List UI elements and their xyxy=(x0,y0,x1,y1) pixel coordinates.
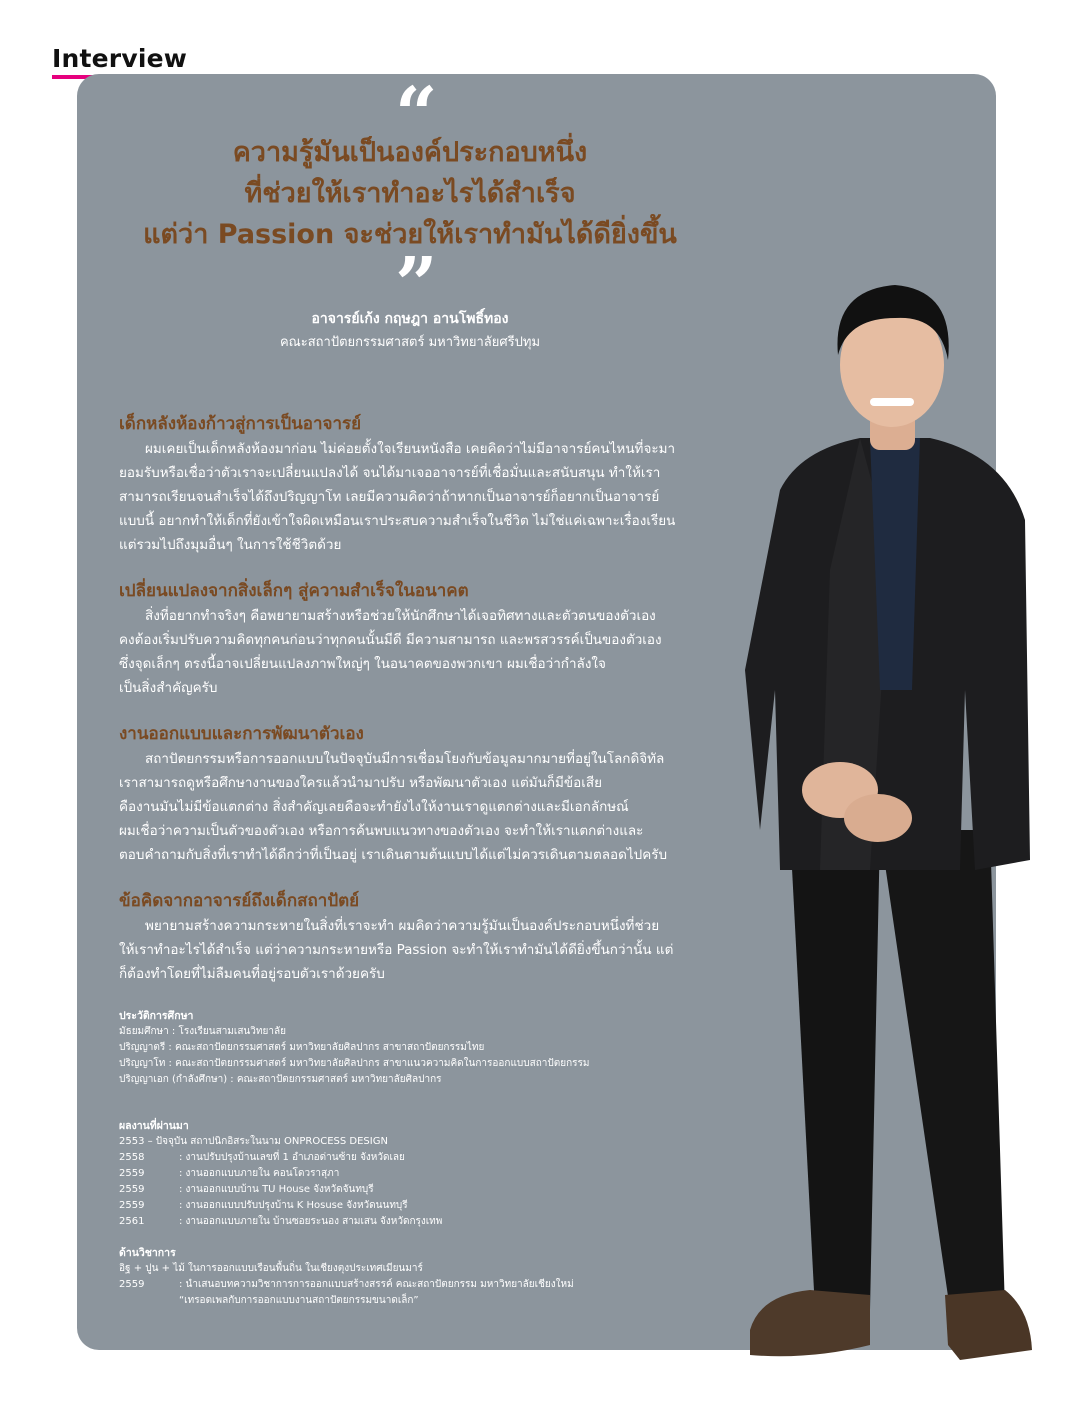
paragraph-line: เป็นสิ่งสำคัญครับ xyxy=(119,680,218,696)
works-row xyxy=(119,1182,739,1198)
work-year: 2559 xyxy=(119,1168,145,1179)
paragraph-line: พยายามสร้างความกระหายในสิ่งที่เราจะทำ ผมคิดว่าความรู้มันเป็นองค์ประกอบหนึ่งที่ช่วย xyxy=(145,918,660,934)
academic-heading: ด้านวิชาการ xyxy=(119,1247,176,1259)
works-row xyxy=(119,1166,739,1182)
attribution-name: อาจารย์เก้ง กฤษฎา อานโพธิ์ทอง xyxy=(311,311,509,327)
section-heading: ข้อคิดจากอาจารย์ถึงเด็กสถาปัตย์ xyxy=(119,891,360,911)
paragraph-line: ผมเคยเป็นเด็กหลังห้องมาก่อน ไม่ค่อยตั้งใจเรียนหนังสือ เคยคิดว่าไม่มีอาจารย์คนไหนที่จะมา xyxy=(145,441,676,457)
academic-text: : นำเสนอบทความวิชาการการออกแบบสร้างสรรค์ คณะสถาปัตยกรรม มหาวิทยาลัยเชียงใหม่ xyxy=(179,1279,574,1290)
paragraph-line: คงต้องเริ่มปรับความคิดทุกคนก่อนว่าทุกคนนั้นมีดี มีความสามารถ และพรสวรรค์เป็นของตัวเอง xyxy=(119,632,662,648)
works-heading: ผลงานที่ผ่านมา xyxy=(119,1120,189,1132)
paragraph-line: แต่รวมไปถึงมุมอื่นๆ ในการใช้ชีวิตด้วย xyxy=(119,537,342,553)
article-section xyxy=(119,412,699,557)
pull-quote xyxy=(100,132,720,255)
shoe-right xyxy=(945,1290,1032,1360)
works-block xyxy=(119,1118,739,1230)
section-heading: เด็กหลังห้องก้าวสู่การเป็นอาจารย์ xyxy=(119,414,362,434)
section-tag: Interview xyxy=(52,44,188,73)
works-row xyxy=(119,1198,739,1214)
paragraph-line: ตอบคำถามกับสิ่งที่เราทำได้ดีกว่าที่เป็นอยู่ เราเดินตามต้นแบบได้แต่ไม่ควรเดินตามตลอดไปครับ xyxy=(119,847,668,863)
article-section xyxy=(119,579,699,700)
academic-block xyxy=(119,1245,739,1309)
work-year: 2558 xyxy=(119,1152,145,1163)
portrait-figure xyxy=(720,270,1050,1380)
paragraph-line: สามารถเรียนจนสำเร็จได้ถึงปริญญาโท เลยมีความคิดว่าถ้าหากเป็นอาจารย์ก็อยากเป็นอาจารย์ xyxy=(119,489,660,505)
smile xyxy=(870,398,914,406)
work-text: : งานออกแบบภายใน บ้านซอยระนอง สามเสน จังหวัดกรุงเทพ xyxy=(179,1216,443,1227)
section-heading: งานออกแบบและการพัฒนาตัวเอง xyxy=(119,724,364,744)
works-row xyxy=(119,1150,739,1166)
paragraph-line: สิ่งที่อยากทำจริงๆ คือพยายามสร้างหรือช่วยให้นักศึกษาได้เจอทิศทางและตัวตนของตัวเอง xyxy=(145,608,656,624)
hand-right xyxy=(844,794,912,842)
article-section xyxy=(119,889,699,986)
paragraph-line: ซึ่งจุดเล็กๆ ตรงนี้อาจเปลี่ยนแปลงภาพใหญ่ๆ ในอนาคตของพวกเขา ผมเชื่อว่ากำลังใจ xyxy=(119,656,606,672)
works-row: 2553 – ปัจจุบัน สถาปนิกอิสระในนาม ONPROCESS DESIGN xyxy=(119,1136,388,1147)
academic-year: 2559 xyxy=(119,1279,145,1290)
trouser-left xyxy=(790,830,880,1310)
quote-line: ความรู้มันเป็นองค์ประกอบหนึ่ง xyxy=(232,137,588,168)
paragraph-line: ผมเชื่อว่าความเป็นตัวของตัวเอง หรือการค้นพบแนวทางของตัวเอง จะทำให้เราแตกต่างและ xyxy=(119,823,644,839)
paragraph-line: ให้เราทำอะไรได้สำเร็จ แต่ว่าความกระหายหรือ Passion จะทำให้เราทำมันได้ดียิ่งขึ้นกว่านั้น แต่ xyxy=(119,942,674,958)
work-year: 2559 xyxy=(119,1200,145,1211)
work-text: : งานออกแบบบ้าน TU House จังหวัดจันทบุรี xyxy=(179,1184,374,1195)
academic-row: อิฐ + ปูน + ไม้ ในการออกแบบเรือนพื้นถิ่น ในเชียงตุงประเทศเมียนมาร์ xyxy=(119,1263,423,1274)
quote-open-mark: “ xyxy=(395,72,438,158)
work-year: 2561 xyxy=(119,1216,145,1227)
quote-close-mark: ” xyxy=(395,242,438,328)
quote-line: ที่ช่วยให้เราทำอะไรได้สำเร็จ xyxy=(244,178,576,209)
education-block xyxy=(119,1008,739,1088)
paragraph-line: คืองานมันไม่มีข้อแตกต่าง สิ่งสำคัญเลยคือจะทำยังไงให้งานเราดูแตกต่างและมีเอกลักษณ์ xyxy=(119,799,629,815)
works-row xyxy=(119,1214,739,1230)
article-body xyxy=(119,412,699,1008)
attribution-org: คณะสถาปัตยกรรมศาสตร์ มหาวิทยาลัยศรีปทุม xyxy=(279,335,541,350)
paragraph-line: สถาปัตยกรรมหรือการออกแบบในปัจจุบันมีการเชื่อมโยงกับข้อมูลมากมายที่อยู่ในโลกดิจิทัล xyxy=(145,751,665,767)
education-row: ปริญญาเอก (กำลังศึกษา) : คณะสถาปัตยกรรมศาสตร์ มหาวิทยาลัยศิลปากร xyxy=(119,1074,442,1085)
work-text: : งานออกแบบภายใน คอนโดวราสุภา xyxy=(179,1168,340,1179)
work-text: : งานปรับปรุงบ้านเลขที่ 1 อำเภอด่านซ้าย จังหวัดเลย xyxy=(179,1152,405,1163)
trouser-right xyxy=(880,830,1005,1310)
education-row: มัธยมศึกษา : โรงเรียนสามเสนวิทยาลัย xyxy=(119,1026,286,1037)
academic-row: “เทรอดเพลกับการออกแบบงานสถาปัตยกรรมขนาดเล็ก” xyxy=(179,1295,419,1306)
paragraph-line: เราสามารถดูหรือศึกษางานของใครแล้วนำมาปรับ หรือพัฒนาตัวเอง แต่มันก็มีข้อเสีย xyxy=(119,775,603,791)
education-row: ปริญญาตรี : คณะสถาปัตยกรรมศาสตร์ มหาวิทยาลัยศิลปากร สาขาสถาปัตยกรรมไทย xyxy=(119,1042,485,1053)
paragraph-line: แบบนี้ อยากทำให้เด็กที่ยังเข้าใจผิดเหมือนเราประสบความสำเร็จในชีวิต ไม่ใช่แค่เฉพาะเรื่องเรียน xyxy=(119,513,676,529)
academic-row xyxy=(119,1277,739,1293)
quote-line: แต่ว่า Passion จะช่วยให้เราทำมันได้ดียิ่งขึ้น xyxy=(143,219,677,250)
paragraph-line: ก็ต้องทำโดยที่ไม่ลืมคนที่อยู่รอบตัวเราด้วยครับ xyxy=(119,966,385,982)
work-text: : งานออกแบบปรับปรุงบ้าน K Hosuse จังหวัดนนทบุรี xyxy=(179,1200,408,1211)
paragraph-line: ยอมรับหรือเชื่อว่าตัวเราจะเปลี่ยนแปลงได้ จนได้มาเจออาจารย์ที่เชื่อมั่นและสนับสนุน ทำให้เรา xyxy=(119,465,661,481)
shoe-left xyxy=(750,1290,870,1356)
education-heading: ประวัติการศึกษา xyxy=(119,1010,194,1022)
article-section xyxy=(119,722,699,867)
work-year: 2559 xyxy=(119,1184,145,1195)
education-row: ปริญญาโท : คณะสถาปัตยกรรมศาสตร์ มหาวิทยาลัยศิลปากร สาขาแนวความคิดในการออกแบบสถาปัตยกรรม xyxy=(119,1058,590,1069)
section-heading: เปลี่ยนแปลงจากสิ่งเล็กๆ สู่ความสำเร็จในอนาคต xyxy=(119,581,469,601)
